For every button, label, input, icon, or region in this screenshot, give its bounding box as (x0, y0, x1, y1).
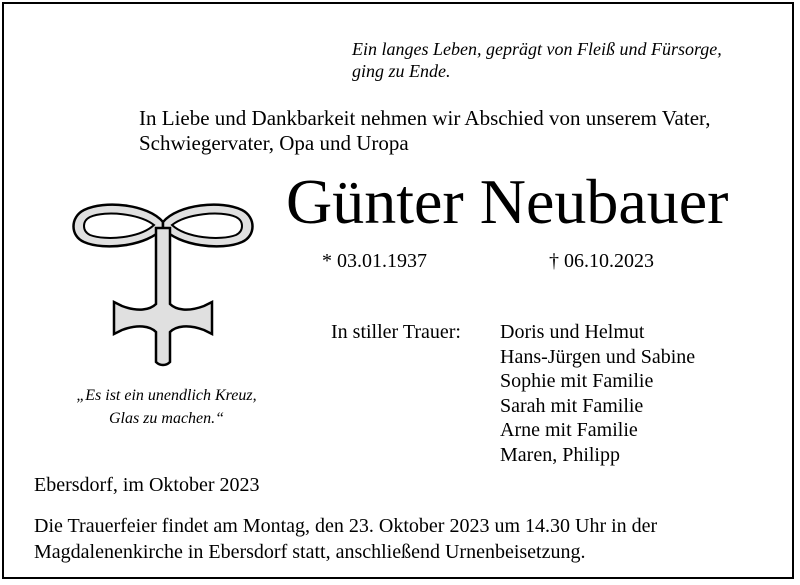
service-info (34, 514, 657, 565)
intro-text (139, 106, 710, 156)
mourners-label: In stiller Trauer: (331, 321, 461, 343)
mourner: Maren, Philipp (500, 443, 620, 466)
mourner: Sarah mit Familie (500, 394, 644, 417)
birth-date: * 03.01.1937 (322, 250, 427, 272)
service-line: Magdalenenkirche in Ebersdorf statt, anschließend Urnenbeisetzung. (34, 540, 586, 563)
intro-line: Schwiegervater, Opa und Uropa (139, 131, 409, 155)
quote-line: „Es ist ein unendlich Kreuz, (76, 387, 257, 404)
deceased-name: Günter Neubauer (286, 166, 729, 237)
place-date: Ebersdorf, im Oktober 2023 (34, 474, 260, 496)
service-line: Die Trauerfeier findet am Montag, den 23. Oktober 2023 um 14.30 Uhr in der (34, 515, 658, 537)
mourners-list (500, 320, 695, 467)
motto-line: Ein langes Leben, geprägt von Fleiß und Fürsorge, (352, 39, 722, 59)
motto-line: ging zu Ende. (352, 61, 451, 81)
mourner: Arne mit Familie (500, 419, 638, 441)
mourner: Hans-Jürgen und Sabine (500, 345, 696, 368)
quote-line: Glas zu machen.“ (108, 410, 225, 427)
mourner: Sophie mit Familie (500, 370, 654, 392)
quote (44, 384, 289, 430)
infinity-cross-icon (64, 196, 262, 376)
obituary-frame (2, 2, 794, 579)
intro-line: In Liebe und Dankbarkeit nehmen wir Abschied von unserem Vater, (139, 106, 711, 130)
death-date: † 06.10.2023 (549, 250, 654, 272)
mourner: Doris und Helmut (500, 321, 645, 343)
motto (352, 38, 722, 82)
